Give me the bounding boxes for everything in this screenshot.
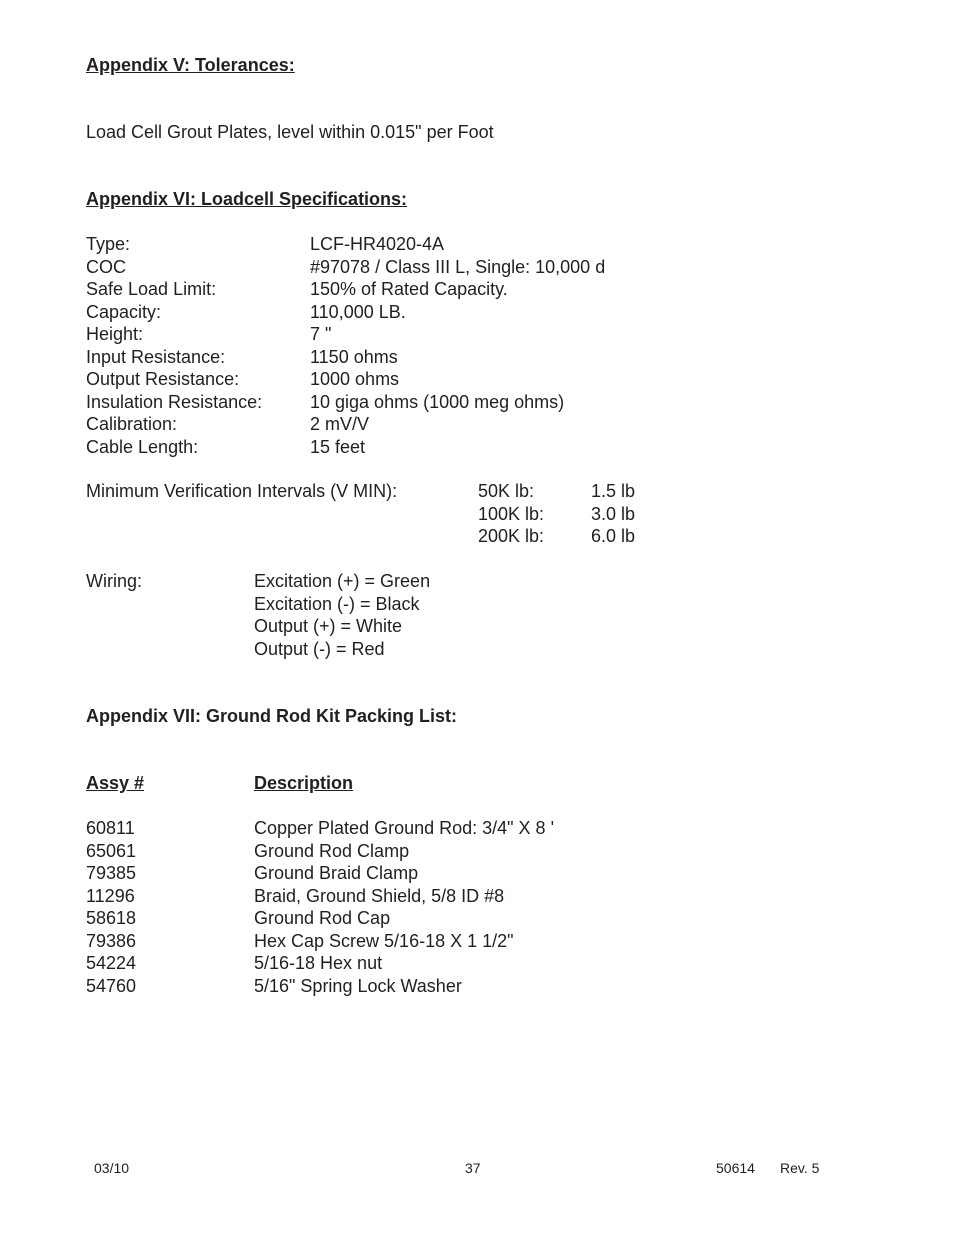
item-description: Ground Braid Clamp [254,863,419,883]
vmin-value: 3.0 lb [591,503,636,524]
spec-value: LCF-HR4020-4A [310,234,445,254]
spec-label: Input Resistance: [86,346,226,367]
spec-value: 110,000 LB. [310,301,406,322]
spec-label: Height: [86,324,144,344]
item-description: Braid, Ground Shield, 5/8 ID #8 [254,885,505,906]
tolerance-text: Load Cell Grout Plates, level within 0.015" per Foot [86,122,494,142]
vmin-value: 1.5 lb [591,481,636,501]
spec-label: COC [86,256,126,277]
vmin-value: 6.0 lb [591,526,636,546]
assy-column-header: Assy # [86,773,145,793]
footer-doc-number: 50614 [716,1160,755,1176]
footer-revision: Rev. 5 [780,1160,820,1176]
spec-label: Insulation Resistance: [86,391,263,412]
item-description: 5/16-18 Hex nut [254,953,383,973]
vmin-capacity: 50K lb: [478,481,535,501]
spec-value: 1150 ohms [310,346,398,367]
vmin-capacity: 100K lb: [478,503,545,524]
footer-date: 03/10 [94,1160,130,1176]
appendix-6-heading: Appendix VI: Loadcell Specifications: [86,189,408,209]
item-description: Ground Rod Cap [254,908,391,928]
spec-value: 10 giga ohms (1000 meg ohms) [310,391,565,412]
wiring-item: Excitation (+) = Green [254,571,431,591]
item-description: Hex Cap Screw 5/16-18 X 1 1/2" [254,930,514,951]
assy-number: 79385 [86,863,137,883]
spec-label: Safe Load Limit: [86,279,217,299]
spec-value: 7 " [310,324,332,344]
spec-value: #97078 / Class III L, Single: 10,000 d [310,256,606,277]
appendix-7-heading: Appendix VII: Ground Rod Kit Packing List: [86,706,458,726]
description-column-header: Description [254,773,354,793]
item-description: Ground Rod Clamp [254,840,410,861]
spec-label: Cable Length: [86,436,199,457]
assy-number: 54760 [86,975,137,996]
spec-value: 15 feet [310,436,366,457]
spec-label: Calibration: [86,414,178,434]
assy-number: 79386 [86,930,137,951]
appendix-5-heading: Appendix V: Tolerances: [86,55,295,75]
spec-value: 150% of Rated Capacity. [310,279,508,299]
assy-number: 11296 [86,885,135,906]
vmin-capacity: 200K lb: [478,526,545,546]
wiring-label: Wiring: [86,571,143,591]
spec-label: Capacity: [86,301,162,322]
spec-label: Output Resistance: [86,369,240,389]
wiring-item: Output (-) = Red [254,638,385,659]
spec-value: 1000 ohms [310,369,400,389]
spec-label: Type: [86,234,131,254]
footer-page-number: 37 [465,1160,481,1176]
spec-value: 2 mV/V [310,414,370,434]
vmin-label: Minimum Verification Intervals (V MIN): [86,481,398,501]
assy-number: 58618 [86,908,137,928]
assy-number: 60811 [86,818,135,838]
wiring-item: Excitation (-) = Black [254,593,420,614]
assy-number: 54224 [86,953,137,973]
wiring-item: Output (+) = White [254,616,403,636]
item-description: 5/16" Spring Lock Washer [254,975,462,996]
item-description: Copper Plated Ground Rod: 3/4" X 8 ' [254,818,555,838]
assy-number: 65061 [86,840,137,861]
